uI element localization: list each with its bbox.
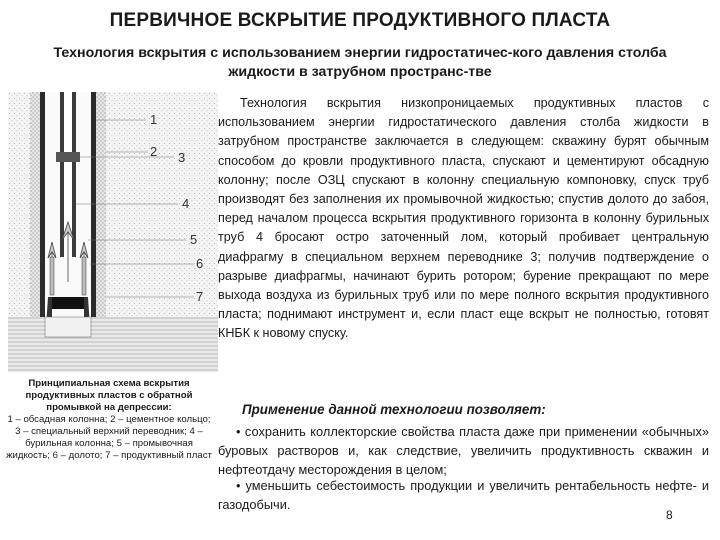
application-bullet-2: • уменьшить себестоимость продукции и увеличить рентабельность нефте- и газодобычи. xyxy=(218,478,709,513)
label-3: 3 xyxy=(178,150,186,165)
well-schematic-diagram xyxy=(8,92,218,372)
label-1: 1 xyxy=(150,112,158,127)
applications-heading: Применение данной технологии позволяет: xyxy=(242,402,546,417)
technology-description: Технология вскрытия низкопроницаемых продуктивных пластов с использованием энергии гидростатического давления столба жидкости в затрубном пространстве заключается в следующем: скважину бурят обычным способом до кровли продуктивного пласта, спускают и цементируют обсадную колонну; после ОЗЦ спускают в колонну специальную компоновку, спуск труб производят без заполнения их промывочной жидкостью; спустив долото до забоя, перед началом процесса вскрытия продуктивного горизонта в колонну бурильных труб 4 бросают остро заточенный лом, который пробивает центральную диафрагму в специальном верхнем переводнике 3; получив подтверждение о разрыве диафрагмы, начинают бурить ротором; бурение прекращают по мере выхода воздуха из бурильных труб или по мере полного вскрытия продуктивного пласта; поднимают инструмент и, если пласт еще вскрыт не полностью, готовят КНБК к новому спуску. xyxy=(218,96,709,341)
well-schematic-figure xyxy=(8,92,218,372)
cement-ring-left xyxy=(30,92,40,317)
open-hole xyxy=(45,317,91,337)
label-4: 4 xyxy=(182,196,190,211)
upper-sub xyxy=(56,152,80,162)
drill-pipe-right xyxy=(72,92,76,257)
drill-bit xyxy=(52,297,84,309)
page-title: ПЕРВИЧНОЕ ВСКРЫТИЕ ПРОДУКТИВНОГО ПЛАСТА xyxy=(109,10,611,31)
figure-caption-title: Принципиальная схема вскрытия продуктивных пластов с обратной промывкой на депрессии: xyxy=(25,378,193,413)
application-bullet-1: • сохранить коллекторские свойства пласта даже при применении «обычных» буровых растворов и, как следствие, увеличить продуктивность скважин и нефтеотдачу месторождения в целом; xyxy=(218,424,709,478)
page-subtitle: Технология вскрытия с использованием энергии гидростатичес-кого давления столба жидкости в затрубном пространс-тве xyxy=(53,45,667,80)
casing-left xyxy=(40,92,45,317)
label-6: 6 xyxy=(196,256,204,271)
drill-pipe-left xyxy=(60,92,64,257)
label-7: 7 xyxy=(196,289,204,304)
figure-caption-legend: 1 – обсадная колонна; 2 – цементное кольцо; 3 – специальный верхний переводник; 4 – бурильная колонна; 5 – промывочная жидкость; 6 – долото; 7 – продуктивный пласт xyxy=(6,414,212,461)
cement-ring-right xyxy=(96,92,106,317)
label-2: 2 xyxy=(150,144,158,159)
figure-caption xyxy=(4,378,214,462)
label-5: 5 xyxy=(190,232,198,247)
page-number: 8 xyxy=(666,508,673,522)
productive-layer xyxy=(8,317,218,372)
casing-right xyxy=(91,92,96,317)
